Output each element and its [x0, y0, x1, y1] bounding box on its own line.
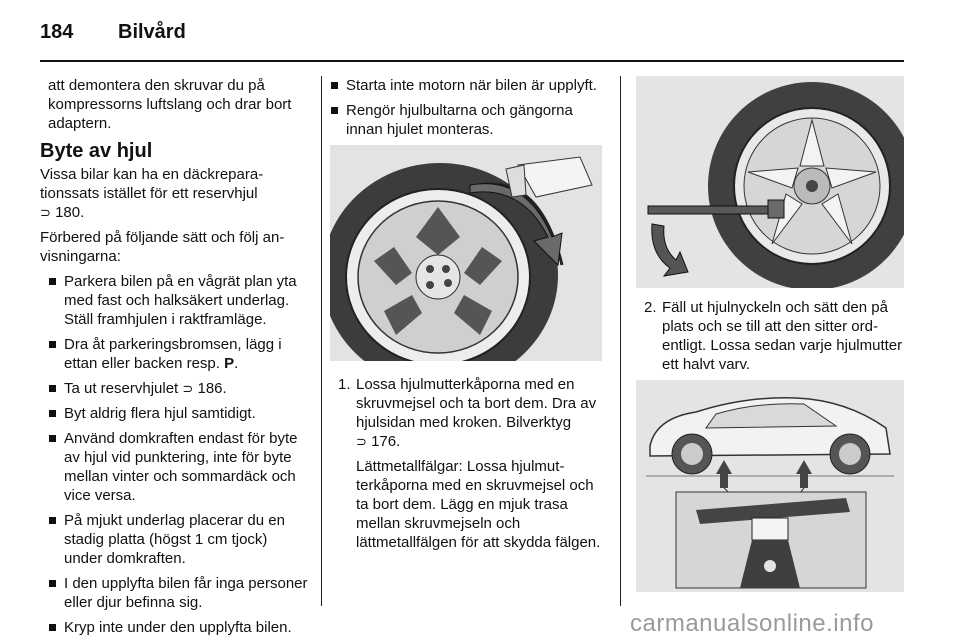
list-item: I den upplyfta bilen får inga personer eller djur befinna sig. [48, 574, 308, 612]
list-item [48, 379, 308, 398]
list-item-text: Ta ut reservhjulet [64, 380, 179, 397]
step-1-text: Lossa hjulmutterkåporna med en skruvmejsel och ta bort dem. Dra av hjulsidan med kroken. Bilverktyg [356, 376, 597, 431]
list-item: Byt aldrig flera hjul samtidigt. [48, 404, 308, 423]
list-item: Använd domkraften endast för byte av hjul vid punktering, inte för byte mellan vinter och sommardäck och vice versa. [48, 429, 308, 505]
reference-arrow-icon: ⊃ [182, 381, 194, 396]
paragraph-1-text: Vissa bilar kan ha en däckreparationssats istället för ett reservhjul [40, 166, 264, 202]
jack-points-illustration [636, 380, 904, 592]
gear-letter: P [224, 355, 235, 372]
page-number: 184 [40, 21, 74, 43]
hubcap-removal-illustration [330, 145, 602, 361]
column-divider-1 [321, 76, 322, 606]
list-item: På mjukt underlag placerar du en stadig platta (högst 1 cm tjock) under domkraften. [48, 511, 308, 568]
paragraph-2: Förbered på följande sätt och följ anvisningarna: [40, 229, 285, 265]
step-2-text: Fäll ut hjulnyckeln och sätt den på plats och se till att den sitter ordentligt. Lossa sedan varje hjulmutter ett halvt varv. [662, 299, 903, 373]
column-divider-2 [620, 76, 621, 606]
column-3 [636, 76, 904, 592]
watermark: carmanualsonline.info [630, 610, 874, 637]
reference-arrow-icon: ⊃ [356, 434, 367, 449]
paragraph-1 [40, 165, 308, 222]
intro-paragraph: att demontera den skruvar du på kompressorns luftslang och drar bort adaptern. [48, 77, 292, 132]
reference-text: 180. [55, 204, 85, 221]
list-item: Kryp inte under den upplyfta bilen. [48, 618, 308, 637]
reference-arrow-icon: ⊃ [40, 205, 51, 220]
page-header [40, 18, 920, 62]
column-2 [330, 76, 602, 558]
reference-text: 186. [197, 380, 227, 397]
list-item [48, 335, 308, 373]
page-reference[interactable] [182, 380, 226, 397]
chapter-title: Bilvård [118, 21, 186, 43]
header-rule [40, 60, 904, 62]
section-heading: Byte av hjul [40, 140, 153, 162]
step-2 [636, 298, 904, 374]
list-item: Parkera bilen på en vågrät plan yta med fast och halksäkert underlag. Ställ framhjulen i raktframläge. [48, 272, 308, 329]
step-number: 1. [338, 376, 351, 393]
list-item-text: Dra åt parkeringsbromsen, lägg i ettan eller backen resp. [64, 336, 282, 372]
page-reference[interactable] [40, 204, 84, 221]
wheel-wrench-illustration [636, 76, 904, 288]
page-reference[interactable] [356, 433, 400, 450]
list-item-end: . [234, 355, 239, 372]
column-1 [40, 76, 308, 642]
reference-text: 176. [371, 433, 401, 450]
list-item: Starta inte motorn när bilen är upplyft. [330, 76, 602, 95]
step-number: 2. [644, 299, 657, 316]
step-1-paragraph-2: Lättmetallfälgar: Lossa hjulmutterkåporna med en skruvmejsel och ta bort dem. Lägg en mjuk trasa mellan skruvmejseln och lättmetallfälgen för att skydda fälgen. [356, 458, 601, 551]
step-1 [330, 375, 602, 451]
list-item: Rengör hjulbultarna och gängorna innan hjulet monteras. [330, 101, 602, 139]
